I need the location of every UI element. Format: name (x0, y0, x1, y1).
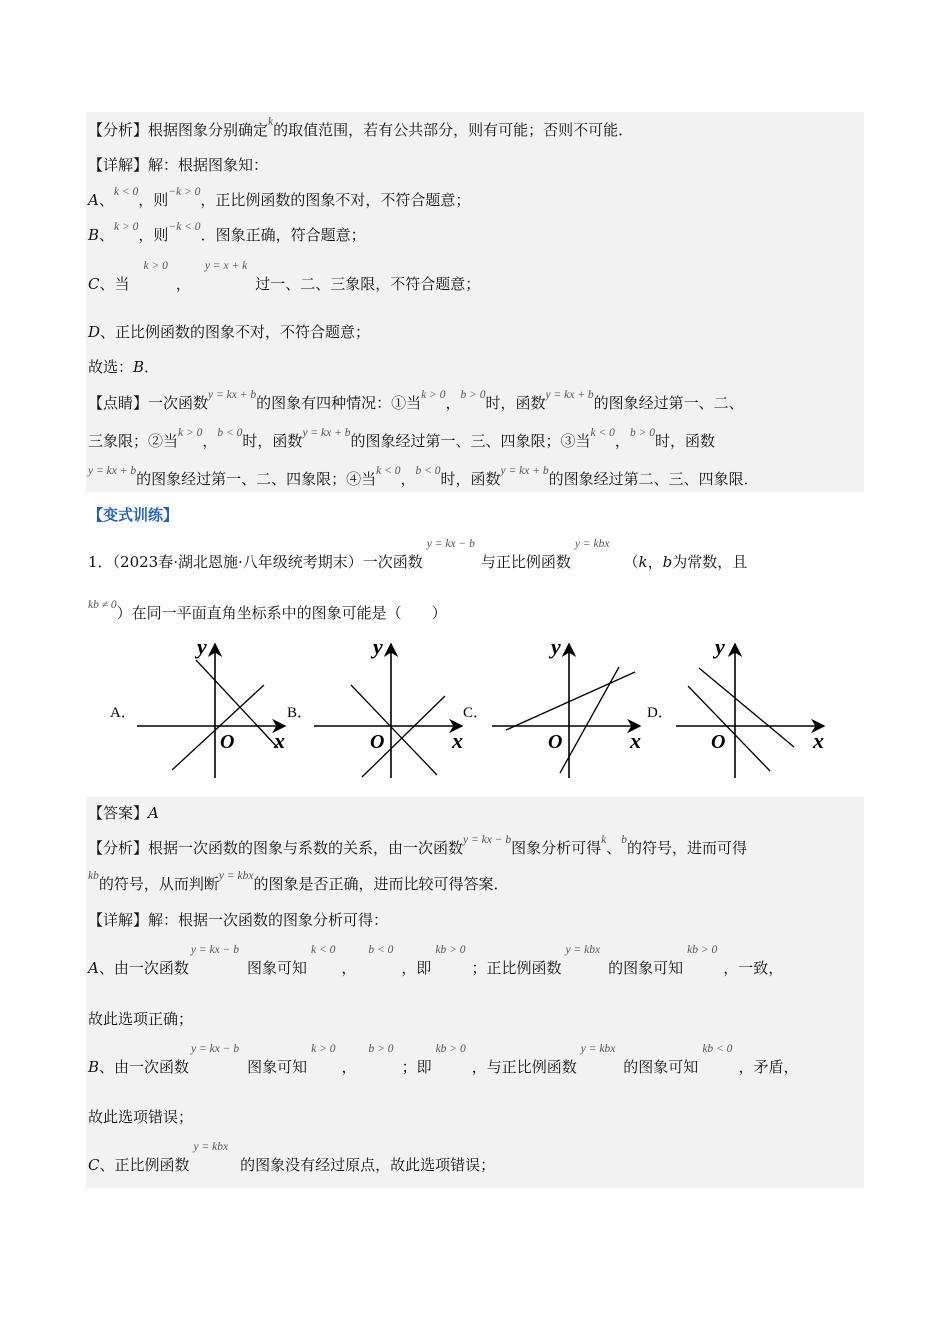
line-d: D、正比例函数的图象不对，不符合题意； (88, 323, 371, 341)
detail-a-conclusion: 故此选项正确； (88, 1010, 194, 1028)
graph-option-b[interactable] (287, 634, 463, 778)
answer-line: 【答案】A (88, 804, 159, 822)
axis-y-b: y (373, 634, 383, 659)
option-label-d: D． (647, 705, 673, 721)
graph-options (0, 630, 950, 790)
analysis-line: 【分析】根据图象分别确定$^k$的取值范围，若有公共部分，则有可能；否则不可能． (88, 116, 634, 139)
point-line-3: $^{y = kx + b}$的图象经过第一、二、四象限；④当$^{k < 0}$，$^{b < 0}$时，函数$^{y = kx + b}$的图象经过第二、三、四象限． (88, 465, 759, 488)
axis-x-d: x (813, 728, 824, 753)
origin-a: O (220, 731, 235, 753)
detail-b-conclusion: 故此选项错误； (88, 1108, 194, 1126)
detail-c-line: C、正比例函数$^{y = kbx}$的图象没有经过原点，故此选项错误； (88, 1141, 496, 1174)
axis-y-c: y (551, 634, 561, 659)
origin-b: O (370, 731, 385, 753)
point-line-1: 【点睛】一次函数$^{y = kx + b}$的图象有四种情况：①当$^{k > 0}$，$^{b > 0}$时，函数$^{y = kx + b}$的图象经过第一、二、 (88, 389, 744, 412)
axis-y-a: y (197, 634, 207, 659)
axis-x-c: x (630, 728, 641, 753)
option-label-c: C． (463, 705, 489, 721)
line-b: B、$^{k > 0}$，则$^{-k < 0}$．图象正确，符合题意； (88, 221, 366, 244)
choose-line: 故选：B． (88, 358, 160, 376)
origin-d: O (711, 731, 726, 753)
line-c: C、当$^{k > 0}$，$^{y = x + k}$过一、二、三象限，不符合题意； (88, 260, 481, 293)
detail-title: 【详解】解：根据图象知： (88, 156, 269, 174)
analysis2-line-2: $^{kb}$的符号，从而判断$^{y = kbx}$的图象是否正确，进而比较可得答案． (88, 870, 509, 893)
graph-option-a[interactable] (110, 634, 285, 778)
axis-x-b: x (452, 728, 463, 753)
origin-c: O (548, 731, 563, 753)
section-heading: 【变式训练】 (88, 506, 179, 524)
axis-x-a: x (274, 728, 285, 753)
line-a: A、$^{k < 0}$，则$^{-k > 0}$，正比例函数的图象不对，不符合题意； (88, 186, 471, 209)
question-line-2: $^{kb \ne 0}$）在同一平面直角坐标系中的图象可能是（ ） (88, 599, 447, 622)
detail-b-line: B、由一次函数$^{y = kx - b}$图象可知$^{k > 0}$，$^{b > 0}$；即$^{kb > 0}$，与正比例函数$^{y = kbx}$的图象可知$^{kb < 0}$，矛盾， (88, 1043, 799, 1076)
analysis2-line-1: 【分析】根据一次函数的图象与系数的关系，由一次函数$^{y = kx - b}$图象分析可得$^k$、$^b$的符号，进而可得 (88, 834, 748, 857)
graph-option-c[interactable] (463, 634, 641, 778)
point-line-2: 三象限；②当$^{k > 0}$，$^{b < 0}$时，函数$^{y = kx + b}$的图象经过第一、三、四象限；③当$^{k < 0}$，$^{b > 0}$时，函数 (88, 427, 715, 450)
option-label-a: A． (110, 705, 136, 721)
axis-y-d: y (715, 634, 725, 659)
question-line-1: 1．（2023春·湖北恩施·八年级统考期末）一次函数$^{y = kx - b}$与正比例函数$^{y = kbx}$（k，b为常数，且 (88, 538, 748, 571)
option-label-b: B． (287, 705, 313, 721)
detail-a-line: A、由一次函数$^{y = kx - b}$图象可知$^{k < 0}$，$^{b < 0}$，即$^{kb > 0}$；正比例函数$^{y = kbx}$的图象可知$^{kb > 0}$，一致， (88, 944, 784, 977)
detail2-title: 【详解】解：根据一次函数的图象分析可得： (88, 911, 389, 929)
graph-option-d[interactable] (647, 634, 824, 778)
